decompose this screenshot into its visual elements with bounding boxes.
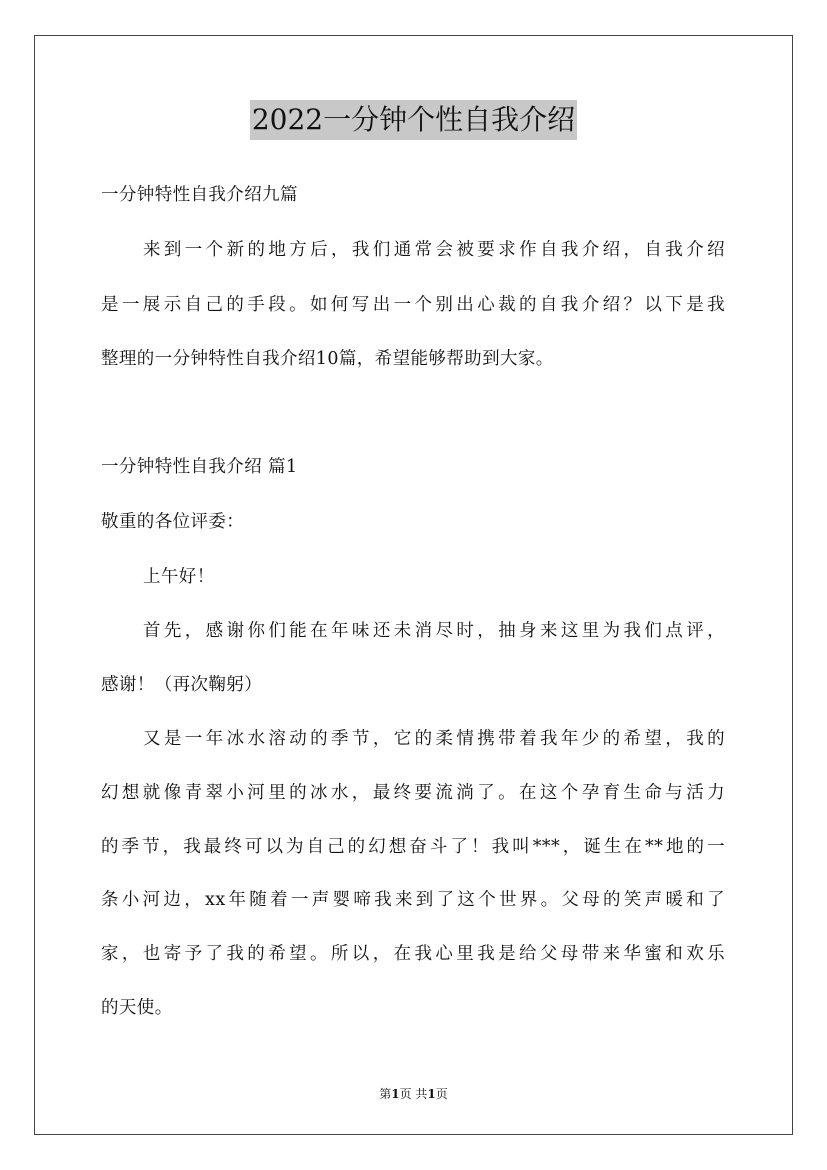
para2-line-5: 家，也寄予了我的希望。所以，在我心里我是给父母带来华蜜和欢乐: [101, 944, 725, 964]
para2-line-6: 的天使。: [101, 998, 173, 1018]
salutation: 敬重的各位评委：: [101, 512, 245, 532]
para1-line-2: 感谢！（再次鞠躬）: [101, 675, 263, 695]
title-container: [0, 100, 827, 140]
footer-page-mid: 页 共: [399, 1087, 428, 1101]
intro-line-1: 来到一个新的地方后，我们通常会被要求作自我介绍，自我介绍: [143, 240, 725, 260]
document-title: 2022一分钟个性自我介绍: [250, 100, 577, 140]
para2-line-3: 的季节，我最终可以为自己的幻想奋斗了！我叫***，诞生在**地的一: [101, 837, 725, 857]
greeting: 上午好！: [143, 567, 215, 587]
section-heading: 一分钟特性自我介绍 篇1: [101, 457, 298, 477]
subtitle: 一分钟特性自我介绍九篇: [101, 185, 298, 205]
footer-page-total: 1: [427, 1087, 436, 1101]
para2-line-2: 幻想就像青翠小河里的冰水，最终要流淌了。在这个孕育生命与活力: [101, 783, 725, 803]
para2-line-1: 又是一年冰水溶动的季节，它的柔情携带着我年少的希望，我的: [143, 729, 725, 749]
para1-line-1: 首先，感谢你们能在年味还未消尽时，抽身来这里为我们点评，: [143, 621, 725, 641]
footer-page-number: 1: [391, 1087, 400, 1101]
para2-line-4: 条小河边，xx年随着一声婴啼我来到了这个世界。父母的笑声暖和了: [101, 890, 725, 910]
page-footer: [0, 1085, 827, 1102]
intro-line-2: 是一展示自己的手段。如何写出一个别出心裁的自我介绍？以下是我: [101, 295, 725, 315]
footer-page-prefix: 第: [379, 1087, 392, 1101]
footer-page-suffix: 页: [435, 1087, 448, 1101]
intro-line-3: 整理的一分钟特性自我介绍10篇，希望能够帮助到大家。: [101, 349, 554, 369]
